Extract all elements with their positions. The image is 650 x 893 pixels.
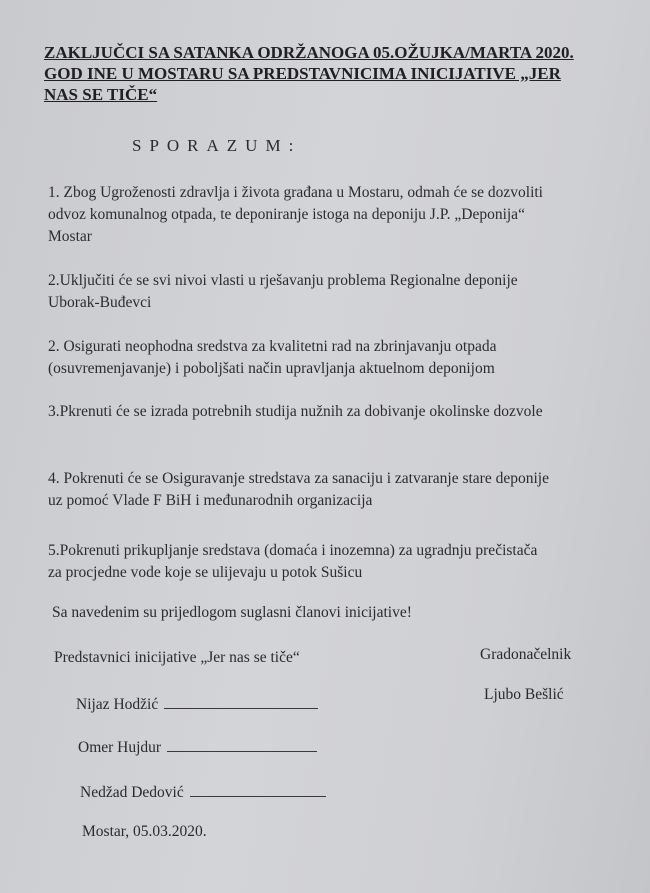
- representatives-label: Predstavnici inicijative „Jer nas se tiče“: [54, 649, 300, 666]
- point-line: 2. Osigurati neophodna sredstva za kvalitetni rad na zbrinjavanju otpada: [48, 338, 497, 355]
- point-line: 3.Pkrenuti će se izrada potrebnih studija nužnih za dobivanje okolinske dozvole: [48, 403, 543, 420]
- conclusion-point: [48, 270, 608, 314]
- signature-line: [190, 782, 326, 797]
- signatory-name: Nijaz Hodžić: [76, 696, 159, 713]
- document-title: [44, 42, 604, 105]
- point-line: (osuvremenjavanje) i poboljšati način upravljanja aktuelnom deponijom: [48, 360, 495, 377]
- mayor-title: Gradonačelnik: [480, 646, 572, 663]
- point-line: 5.Pokrenuti prikupljanje sredstava (domaća i inozemna) za ugradnju prečistača: [48, 542, 538, 559]
- signature-line: [167, 737, 317, 752]
- point-line: za procjedne vode koje se ulijevaju u potok Sušicu: [48, 564, 363, 581]
- point-line: 1. Zbog Ugroženosti zdravlja i života građana u Mostaru, odmah će se dozvoliti: [48, 184, 543, 201]
- conclusion-point: [48, 468, 608, 512]
- mayor-name: Ljubo Bešlić: [484, 686, 564, 703]
- agreement-statement: Sa navedenim su prijedlogom suglasni članovi inicijative!: [52, 604, 412, 621]
- conclusion-point: [48, 401, 608, 423]
- place-date: Mostar, 05.03.2020.: [82, 823, 207, 840]
- point-line: Uborak-Buđevci: [48, 294, 152, 311]
- point-line: uz pomoć Vlade F BiH i međunarodnih organizacija: [48, 492, 373, 509]
- conclusion-point: [48, 182, 608, 248]
- point-line: Mostar: [48, 228, 92, 245]
- signatory: [80, 782, 326, 802]
- signatory: [78, 737, 317, 757]
- title-line: NAS SE TIČE“: [44, 85, 158, 104]
- conclusion-point: [48, 540, 608, 584]
- title-line: ZAKLJUČCI SA SATANKA ODRŽANOGA 05.OŽUJKA/MARTA 2020.: [44, 43, 574, 62]
- signature-line: [164, 694, 318, 709]
- signatory-name: Nedžad Dedović: [80, 784, 184, 801]
- agreement-heading: SPORAZUM:: [132, 136, 302, 155]
- point-line: 4. Pokrenuti će se Osiguravanje stredstava za sanaciju i zatvaranje stare deponije: [48, 470, 549, 487]
- point-line: odvoz komunalnog otpada, te deponiranje istoga na deponiju J.P. „Deponija“: [48, 206, 525, 223]
- title-line: GOD INE U MOSTARU SA PREDSTAVNICIMA INICIJATIVE „JER: [44, 64, 561, 83]
- point-line: 2.Uključiti će se svi nivoi vlasti u rješavanju problema Regionalne deponije: [48, 272, 518, 289]
- conclusion-point: [48, 336, 608, 380]
- signatory-name: Omer Hujdur: [78, 739, 162, 756]
- signatory: [76, 694, 318, 714]
